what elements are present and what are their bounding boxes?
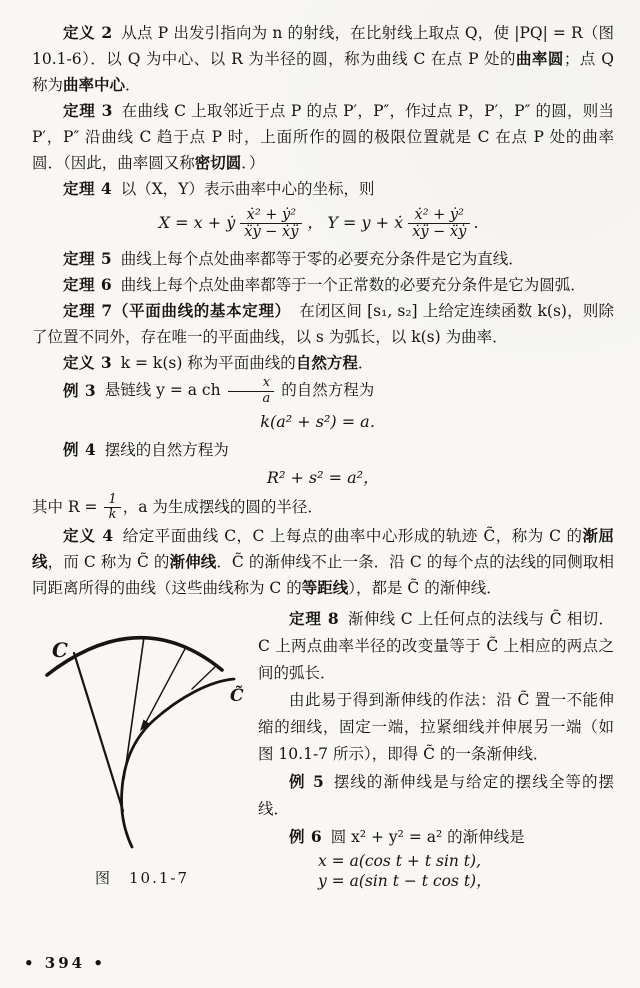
formula-lhs: Y = y + ẋ [327, 213, 404, 233]
curve-c-label: C [52, 638, 68, 663]
theorem-7-paragraph [32, 298, 614, 350]
theorem-8-label: 定理 8 [289, 609, 340, 629]
text-run: 给定平面曲线 C，C 上每点的曲率中心形成的轨迹 C̃，称为 C 的 [122, 527, 583, 546]
text-run: k = k(s) 称为平面曲线的 [120, 354, 296, 373]
example-6-label: 例 6 [289, 827, 323, 847]
example-4-paragraph [32, 437, 614, 463]
text-run: 渐伸线 C 上任何点的法线与 C̃ 相切．C 上两点曲率半径的改变量等于 C̃ 上相应的两点之间的弧长． [258, 610, 614, 683]
theorem-6-paragraph [32, 272, 614, 298]
text-run: 以（X，Y）表示曲率中心的坐标，则 [120, 180, 375, 198]
text-run: 在闭区间 [s₁, s₂] 上给定连续函数 k(s)，则除了位置不同外，存在唯一的平面曲线，以 s 为弧长，以 k(s) 为曲率． [32, 302, 614, 347]
tangent-line-3 [144, 647, 186, 726]
definition-2-label: 定义 2 [63, 23, 113, 42]
curvature-center-formula [32, 207, 614, 240]
fraction-numerator: 1 [108, 491, 117, 507]
bold-term-natural-equation: 自然方程 [295, 353, 358, 373]
text-run: 曲线上每个点处曲率都等于零的必要充分条件是它为直线． [120, 250, 524, 269]
figure-10-1-7-involute-diagram [34, 621, 250, 859]
right-text-column [252, 605, 614, 891]
formula-period: ． [473, 213, 490, 233]
figure-column [32, 605, 252, 891]
cycloid-natural-equation: R² + s² = a²， [266, 467, 380, 487]
bold-term-involute: 渐伸线 [169, 552, 217, 572]
example-6-paragraph [258, 823, 614, 851]
involute-construction-paragraph [258, 687, 614, 768]
text-run: 在曲线 C 上取邻近于点 P 的点 P′，P″，作过点 P，P′，P″ 的圆，则当 P′，P″ 沿曲线 C 趋于点 P 时，上面所作的圆的极限位置就是 C 在点 P 处的曲率圆．（因此，曲率圆又称 [32, 102, 614, 172]
fraction-numerator: x [262, 375, 271, 391]
figure-and-text-section [32, 605, 614, 891]
figure-caption: 图 10.1-7 [94, 869, 189, 888]
text-run: ．C̃ 的渐伸线不止一条．沿 C 的每个点的法线的同侧取相同距离所得的曲线（这些曲线称为 C 的 [32, 553, 614, 598]
page-number: • 394 • [24, 954, 106, 972]
text-run: 其中 R = [32, 497, 98, 516]
circle-involute-x-equation: x = a(cos t + t sin t), [318, 852, 482, 871]
text-run: 的自然方程为 [281, 381, 375, 400]
catenary-natural-equation: k(a² + s²) = a． [260, 411, 386, 431]
curve-c-tilde-label: C̃ [230, 686, 244, 707]
example-4-label: 例 4 [63, 439, 97, 459]
definition-4-label: 定义 4 [63, 526, 114, 546]
fraction [240, 207, 302, 240]
bold-term-curvature-center: 曲率中心 [63, 75, 126, 94]
text-run: ；点 Q 称为 [32, 50, 614, 94]
theorem-4-paragraph [32, 176, 614, 202]
fraction-denominator: a [228, 391, 275, 407]
text-run: 摆线的渐伸线是与给定的摆线全等的摆线． [258, 773, 614, 819]
text-run: ，a 为生成摆线的圆的半径． [122, 497, 323, 516]
theorem-5-label: 定理 5 [63, 249, 113, 269]
text-run: ，而 C 称为 C̃ 的 [47, 553, 170, 572]
formula-lhs: X = x + ẏ [158, 213, 236, 233]
bold-term-evolute: 渐屈线 [32, 526, 614, 572]
text-run: 悬链线 y = a ch [104, 381, 221, 400]
text-run: 由此易于得到渐伸线的作法：沿 C̃ 置一不能伸缩的细线，固定一端，拉紧细线并伸展另一端（如图 10.1-7 所示），即得 C̃ 的一条渐伸线． [258, 691, 614, 764]
text-run: ． [357, 354, 374, 373]
definition-2-paragraph [32, 20, 614, 98]
theorem-3-label: 定理 3 [63, 101, 113, 120]
text-run: ． [125, 76, 141, 94]
bold-term-curvature-circle: 曲率圆 [515, 49, 564, 68]
definition-3-label: 定义 3 [63, 353, 113, 373]
fraction [228, 376, 275, 406]
example-3-paragraph [32, 376, 614, 406]
fraction-denominator: ẍẏ − ẋÿ [240, 223, 302, 240]
formula-separator: ， [307, 213, 324, 233]
text-run: 圆 x² + y² = a² 的渐伸线是 [330, 828, 525, 847]
fraction-denominator: ẋÿ − ẍẏ [408, 223, 470, 240]
example-5-label: 例 5 [289, 772, 325, 792]
text-run: 从点 P 出发引指向为 n 的射线，在比射线上取点 Q，使 |PQ| = R（图 10.1-6）．以 Q 为中心、以 R 为半径的圆，称为曲线 C 在点 P 处的 [32, 24, 614, 68]
where-r-paragraph [32, 493, 614, 523]
text-run: 摆线的自然方程为 [104, 440, 229, 459]
text-run: 曲线上每个点处曲率都等于一个正常数的必要充分条件是它为圆弧． [120, 276, 586, 295]
fraction [104, 493, 120, 523]
theorem-4-label: 定理 4 [63, 179, 113, 198]
curve-c-arc [47, 638, 222, 675]
fraction [408, 207, 470, 240]
example-5-paragraph [258, 768, 614, 823]
theorem-7-label: 定理 7（平面曲线的基本定理） [63, 301, 291, 321]
tangent-line-1 [74, 653, 123, 811]
fraction-numerator: ẋ² + ẏ² [246, 207, 297, 223]
example-3-label: 例 3 [63, 380, 97, 400]
bold-term-equidistant-curve: 等距线 [301, 578, 349, 598]
text-run: ），都是 C̃ 的渐伸线． [348, 579, 502, 598]
bold-term-osculating-circle: 密切圆 [194, 153, 242, 172]
theorem-5-paragraph [32, 246, 614, 272]
definition-3-paragraph [32, 350, 614, 376]
theorem-8-paragraph [258, 605, 614, 687]
text-run: ．） [241, 154, 265, 172]
tangent-line-4 [192, 665, 217, 689]
curve-c-tilde-evolute [122, 679, 234, 847]
fraction-numerator: ẋ² + ẏ² [414, 207, 464, 223]
theorem-6-label: 定理 6 [63, 275, 113, 295]
theorem-3-paragraph [32, 98, 614, 176]
definition-4-paragraph [32, 523, 614, 601]
tangent-line-2 [124, 637, 144, 779]
fraction-denominator: k [104, 507, 120, 523]
circle-involute-y-equation: y = a(sin t − t cos t)， [318, 871, 492, 890]
